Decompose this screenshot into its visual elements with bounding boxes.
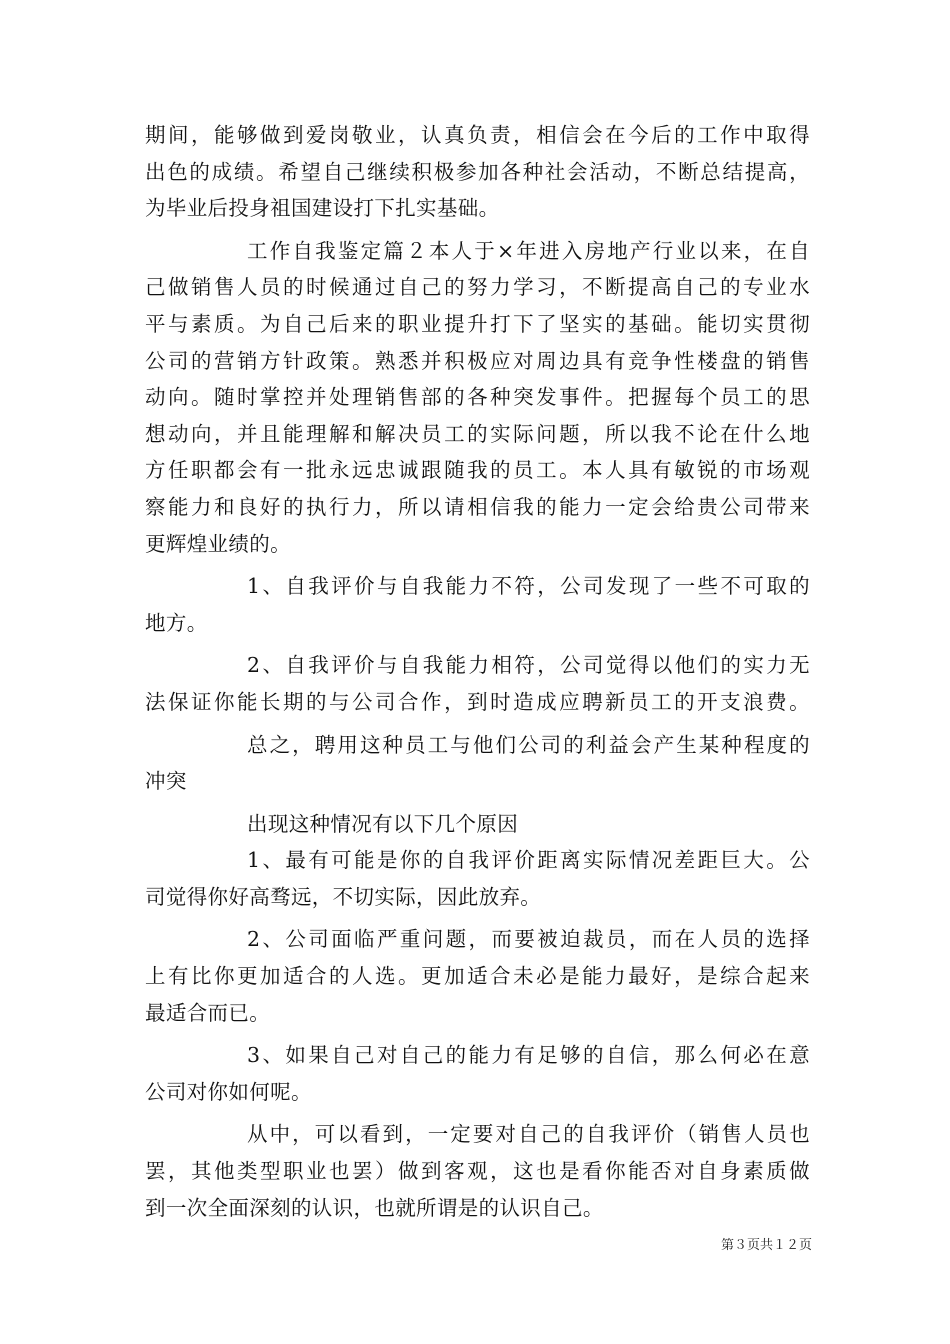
text-line: 罢，其他类型职业也罢）做到客观，这也是看你能否对自身素质做: [145, 1159, 810, 1184]
text-line: 上有比你更加适合的人选。更加适合未必是能力最好，是综合起来: [145, 964, 810, 989]
paragraph-8: [145, 921, 810, 1031]
text-line: 2、自我评价与自我能力相符，公司觉得以他们的实力无: [247, 653, 810, 678]
text-line: 更辉煌业绩的。: [145, 531, 291, 556]
text-line: 察能力和良好的执行力，所以请相信我的能力一定会给贵公司带来: [145, 494, 810, 519]
text-line: 1、最有可能是你的自我评价距离实际情况差距巨大。公: [247, 848, 810, 873]
text-line: 期间，能够做到爱岗敬业，认真负责，相信会在今后的工作中取得: [145, 123, 810, 147]
text-line: 己做销售人员的时候通过自己的努力学习，不断提高自己的专业水: [145, 275, 810, 300]
paragraph-7: [145, 842, 810, 915]
text-line: 3、如果自己对自己的能力有足够的自信，那么何必在意: [247, 1043, 810, 1068]
text-line: 总之，聘用这种员工与他们公司的利益会产生某种程度的: [247, 732, 810, 757]
paragraph-4: [145, 647, 810, 720]
text-line: 想动向，并且能理解和解决员工的实际问题，所以我不论在什么地: [145, 421, 810, 446]
paragraph-9: [145, 1037, 810, 1110]
paragraph-1: [145, 117, 810, 227]
paragraph-3: [145, 568, 810, 641]
paragraph-6: [145, 806, 810, 843]
text-line: 公司的营销方针政策。熟悉并积极应对周边具有竞争性楼盘的销售: [145, 348, 810, 373]
text-line: 1、自我评价与自我能力不符，公司发现了一些不可取的: [247, 574, 810, 599]
text-line: 出色的成绩。希望自己继续积极参加各种社会活动，不断总结提高，: [145, 159, 810, 184]
text-line: 司觉得你好高骛远，不切实际，因此放弃。: [145, 884, 542, 909]
text-line: 从中，可以看到，一定要对自己的自我评价（销售人员也: [247, 1122, 810, 1147]
text-line: 方任职都会有一批永远忠诚跟随我的员工。本人具有敏锐的市场观: [145, 458, 810, 483]
text-line: 到一次全面深刻的认识，也就所谓是的认识自己。: [145, 1195, 604, 1220]
text-line: 动向。随时掌控并处理销售部的各种突发事件。把握每个员工的思: [145, 385, 810, 410]
text-line: 平与素质。为自己后来的职业提升打下了坚实的基础。能切实贯彻: [145, 311, 810, 336]
text-line: 工作自我鉴定篇２本人于×年进入房地产行业以来，在自: [247, 238, 810, 263]
text-line: 2、公司面临严重问题，而要被迫裁员，而在人员的选择: [247, 927, 810, 952]
text-line: 地方。: [145, 610, 208, 635]
paragraph-2: [145, 233, 810, 562]
body-text: [145, 117, 810, 1226]
text-line: 为毕业后投身祖国建设打下扎实基础。: [145, 196, 500, 221]
text-line: 法保证你能长期的与公司合作，到时造成应聘新员工的开支浪费。: [145, 689, 810, 714]
paragraph-10: [145, 1116, 810, 1226]
page-number: 第３页共１２页: [720, 1238, 812, 1253]
text-line: 公司对你如何呢。: [145, 1079, 312, 1104]
text-line: 最适合而已。: [145, 1000, 271, 1025]
text-line: 出现这种情况有以下几个原因: [247, 811, 519, 836]
text-line: 冲突: [145, 769, 187, 794]
paragraph-5: [145, 727, 810, 800]
